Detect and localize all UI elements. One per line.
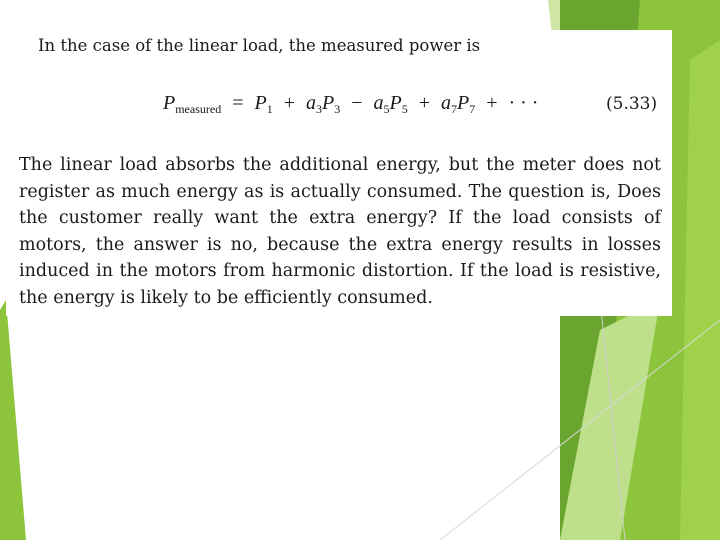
equation-ellipsis: · · · (508, 92, 539, 114)
equation (163, 92, 538, 117)
equation-term: a (305, 92, 316, 114)
equation-operator: + (486, 92, 498, 114)
equation-term: P (321, 92, 335, 114)
paragraph-line: induced in the motors from harmonic distortion. If the load is resistive, (19, 261, 661, 282)
facet-left-strip (0, 300, 26, 540)
equation-subscript: 1 (266, 102, 273, 116)
equation-term: P (456, 92, 470, 114)
equation-subscript: 3 (334, 102, 341, 116)
equation-subscript: 7 (450, 102, 457, 116)
equation-term: a (373, 92, 384, 114)
equation-subscript: 3 (315, 102, 322, 116)
equation-equals: = (232, 92, 244, 114)
equation-term: P (389, 92, 402, 114)
equation-lhs-subscript: measured (175, 102, 222, 116)
paragraph-line: register as much energy as is actually consumed. The question is, Does (19, 181, 661, 202)
equation-subscript: 5 (401, 102, 408, 116)
equation-operator: − (351, 92, 363, 114)
equation-operator: + (283, 92, 295, 114)
equation-term: a (440, 92, 451, 114)
equation-number: (5.33) (606, 94, 658, 114)
intro-sentence: In the case of the linear load, the measured power is (38, 36, 481, 55)
paragraph-line: the customer really want the extra energy? If the load consists of (19, 208, 661, 229)
paragraph-line: the energy is likely to be efficiently consumed. (19, 287, 433, 308)
equation-subscript: 7 (469, 102, 476, 116)
paragraph-line: motors, the answer is no, because the extra energy results in losses (19, 234, 661, 255)
equation-lhs-symbol: P (163, 92, 176, 114)
equation-term: P (254, 92, 267, 114)
paragraph-line: The linear load absorbs the additional energy, but the meter does not (19, 155, 661, 175)
equation-operator: + (418, 92, 430, 114)
equation-subscript: 5 (383, 102, 390, 116)
body-paragraph (19, 152, 661, 312)
